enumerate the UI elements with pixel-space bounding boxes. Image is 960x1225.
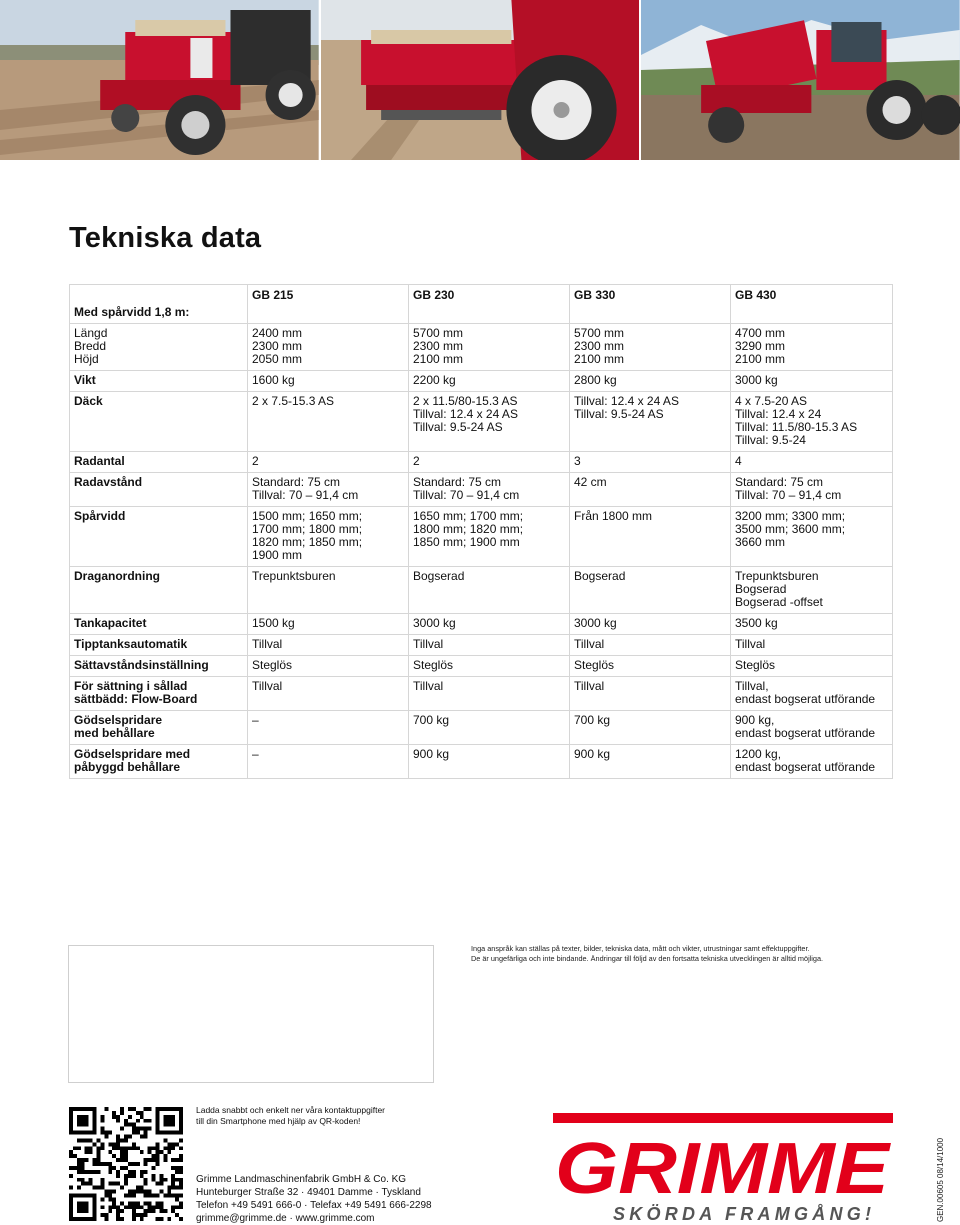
table-cell: Standard: 75 cm Tillval: 70 – 91,4 cm	[248, 473, 409, 507]
row-label: För sättning i sållad sättbädd: Flow-Board	[70, 677, 248, 711]
table-cell: Tillval: 12.4 x 24 AS Tillval: 9.5-24 AS	[570, 392, 731, 452]
table-cell: 2	[409, 452, 570, 473]
table-cell: Trepunktsburen	[248, 567, 409, 614]
table-cell: 3200 mm; 3300 mm; 3500 mm; 3600 mm; 3660 mm	[731, 507, 893, 567]
row-label: Längd Bredd Höjd	[70, 324, 248, 371]
row-label: Radavstånd	[70, 473, 248, 507]
row-label: Gödselspridare med behållare	[70, 711, 248, 745]
spec-table	[69, 284, 893, 779]
table-row	[70, 324, 893, 371]
logo-brand: GRIMME	[555, 1129, 892, 1209]
table-cell: 1600 kg	[248, 371, 409, 392]
spec-rows	[70, 324, 893, 779]
table-row	[70, 711, 893, 745]
table-cell: Bogserad	[409, 567, 570, 614]
table-cell: Steglös	[248, 656, 409, 677]
table-cell: 900 kg	[570, 745, 731, 779]
table-cell: 700 kg	[409, 711, 570, 745]
photo-planter-rear	[321, 0, 640, 160]
table-row	[70, 371, 893, 392]
table-cell: 42 cm	[570, 473, 731, 507]
company-address	[196, 1173, 496, 1225]
document-id: GEN.00605 08/14/1000	[936, 1137, 945, 1222]
photo-planter-tractor-mountains	[641, 0, 960, 160]
table-row	[70, 452, 893, 473]
table-cell: Tillval	[248, 677, 409, 711]
company-web: grimme@grimme.de · www.grimme.com	[196, 1213, 375, 1224]
table-cell: Tillval, endast bogserat utförande	[731, 677, 893, 711]
table-cell: 4700 mm 3290 mm 2100 mm	[731, 324, 893, 371]
table-cell: Från 1800 mm	[570, 507, 731, 567]
table-row	[70, 745, 893, 779]
table-cell: 1500 mm; 1650 mm; 1700 mm; 1800 mm; 1820 mm; 1850 mm; 1900 mm	[248, 507, 409, 567]
column-header: GB 230	[409, 285, 570, 324]
table-cell: 2200 kg	[409, 371, 570, 392]
qr-code-icon	[69, 1107, 183, 1221]
table-row	[70, 656, 893, 677]
table-cell: Steglös	[570, 656, 731, 677]
table-cell: 1500 kg	[248, 614, 409, 635]
row-label: Spårvidd	[70, 507, 248, 567]
table-cell: 1650 mm; 1700 mm; 1800 mm; 1820 mm; 1850 mm; 1900 mm	[409, 507, 570, 567]
table-cell: Steglös	[409, 656, 570, 677]
table-cell: Trepunktsburen Bogserad Bogserad -offset	[731, 567, 893, 614]
table-cell: 3	[570, 452, 731, 473]
table-cell: 900 kg	[409, 745, 570, 779]
table-cell: 900 kg, endast bogserat utförande	[731, 711, 893, 745]
row-label: Vikt	[70, 371, 248, 392]
table-cell: 4	[731, 452, 893, 473]
row-label: Gödselspridare med påbyggd behållare	[70, 745, 248, 779]
disclaimer: Inga anspråk kan ställas på texter, bilder, tekniska data, mått och vikter, utrustningar samt effektuppgifter. De är ungefärliga och inte bindande. Ändringar till följd av den fortsatta tekniska utvecklingen är alltid möjliga.	[471, 944, 824, 963]
table-cell: 5700 mm 2300 mm 2100 mm	[570, 324, 731, 371]
table-row	[70, 567, 893, 614]
table-cell: Bogserad	[570, 567, 731, 614]
logo-slogan: SKÖRDA FRAMGÅNG!	[613, 1204, 871, 1224]
company-name: Grimme Landmaschinenfabrik GmbH & Co. KG	[196, 1174, 407, 1185]
table-cell: Standard: 75 cm Tillval: 70 – 91,4 cm	[731, 473, 893, 507]
table-cell: 5700 mm 2300 mm 2100 mm	[409, 324, 570, 371]
table-row	[70, 392, 893, 452]
table-row	[70, 635, 893, 656]
column-header: GB 330	[570, 285, 731, 324]
table-cell: Tillval	[731, 635, 893, 656]
table-cell: –	[248, 745, 409, 779]
table-cell: Tillval	[570, 635, 731, 656]
row-label: Tankapacitet	[70, 614, 248, 635]
table-cell: Tillval	[570, 677, 731, 711]
row-label: Radantal	[70, 452, 248, 473]
table-cell: 2800 kg	[570, 371, 731, 392]
column-header: GB 430	[731, 285, 893, 324]
table-cell: 4 x 7.5-20 AS Tillval: 12.4 x 24 Tillval: 11.5/80-15.3 AS Tillval: 9.5-24	[731, 392, 893, 452]
company-street: Hunteburger Straße 32 · 49401 Damme · Tyskland	[196, 1187, 421, 1198]
table-cell: 3000 kg	[570, 614, 731, 635]
table-cell: 2	[248, 452, 409, 473]
row-label: Sättavståndsinställning	[70, 656, 248, 677]
table-cell: 2 x 11.5/80-15.3 AS Tillval: 12.4 x 24 AS Tillval: 9.5-24 AS	[409, 392, 570, 452]
row-label: Tipptanksautomatik	[70, 635, 248, 656]
table-row	[70, 507, 893, 567]
table-cell: Tillval	[409, 635, 570, 656]
column-header: GB 215	[248, 285, 409, 324]
table-row	[70, 677, 893, 711]
table-cell: 3000 kg	[409, 614, 570, 635]
table-cell: Tillval	[409, 677, 570, 711]
table-cell: 2 x 7.5-15.3 AS	[248, 392, 409, 452]
table-cell: Steglös	[731, 656, 893, 677]
photo-potato-planter-field	[0, 0, 319, 160]
table-cell: –	[248, 711, 409, 745]
header-label: Med spårvidd 1,8 m:	[70, 285, 248, 324]
page-title: Tekniska data	[69, 222, 262, 254]
table-cell: 3500 kg	[731, 614, 893, 635]
table-row	[70, 473, 893, 507]
table-header-row	[70, 285, 893, 324]
image-placeholder-box	[68, 945, 434, 1083]
table-cell: 2400 mm 2300 mm 2050 mm	[248, 324, 409, 371]
table-cell: 3000 kg	[731, 371, 893, 392]
qr-instruction: Ladda snabbt och enkelt ner våra kontaktuppgifter till din Smartphone med hjälp av QR-koden!	[196, 1105, 386, 1126]
table-cell: Tillval	[248, 635, 409, 656]
table-cell: Standard: 75 cm Tillval: 70 – 91,4 cm	[409, 473, 570, 507]
grimme-logo	[553, 1113, 893, 1225]
row-label: Draganordning	[70, 567, 248, 614]
row-label: Däck	[70, 392, 248, 452]
table-cell: 1200 kg, endast bogserat utförande	[731, 745, 893, 779]
table-cell: 700 kg	[570, 711, 731, 745]
company-phone: Telefon +49 5491 666-0 · Telefax +49 5491 666-2298	[196, 1200, 432, 1211]
table-row	[70, 614, 893, 635]
photo-strip	[0, 0, 960, 160]
